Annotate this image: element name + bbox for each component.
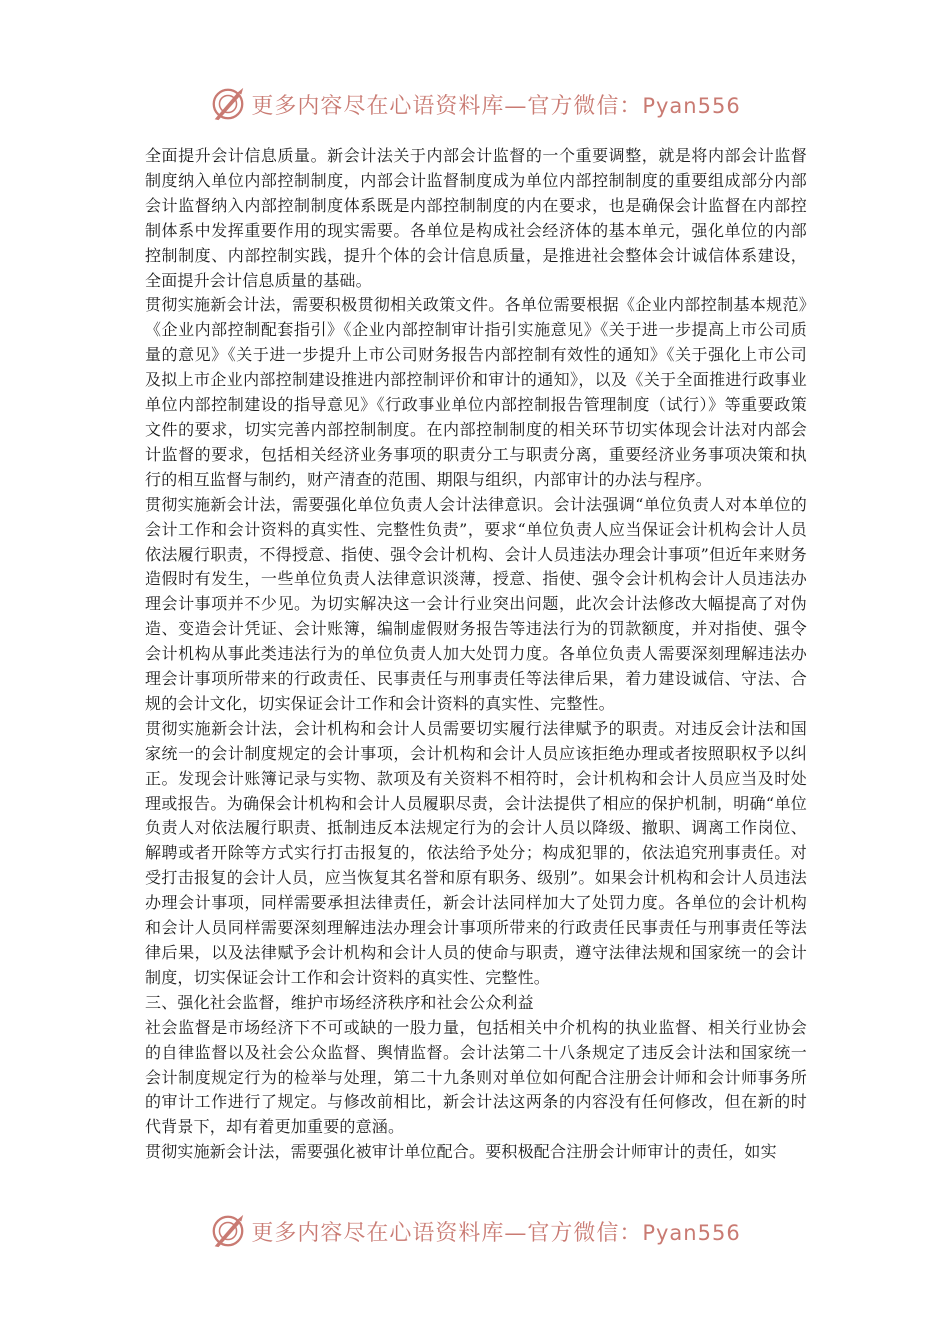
footer-banner-text: 更多内容尽在心语资料库—官方微信：Pyan556 (251, 1220, 741, 1246)
document-body (145, 144, 807, 1194)
header-banner (0, 80, 950, 128)
body-paragraph: 全面提升会计信息质量。新会计法关于内部会计监督的一个重要调整，就是将内部会计监督制度纳入单位内部控制制度，内部会计监督制度成为单位内部控制制度的重要组成部分内部会计监督纳入内部控制制度体系既是内部控制制度的内在要求，也是确保会计监督在内部控制体系中发挥重要作用的现实需要。各单位是构成社会经济体的基本单元，强化单位的内部控制制度、内部控制实践，提升个体的会计信息质量，是推进社会整体会计诚信体系建设，全面提升会计信息质量的基础。 (145, 146, 807, 290)
body-paragraph: 贯彻实施新会计法，需要强化单位负责人会计法律意识。会计法强调“单位负责人对本单位的会计工作和会计资料的真实性、完整性负责”，要求“单位负责人应当保证会计机构会计人员依法履行职责，不得授意、指使、强令会计机构、会计人员违法办理会计事项”但近年来财务造假时有发生，一些单位负责人法律意识淡薄，授意、指使、强令会计机构会计人员违法办理会计事项并不少见。为切实解决这一会计行业突出问题，此次会计法修改大幅提高了对伪造、变造会计凭证、会计账簿，编制虚假财务报告等违法行为的罚款额度，并对指使、强令会计机构从事此类违法行为的单位负责人加大处罚力度。各单位负责人需要深刻理解违法办理会计事项所带来的行政责任、民事责任与刑事责任等法律后果，着力建设诚信、守法、合规的会计文化，切实保证会计工作和会计资料的真实性、完整性。 (145, 494, 807, 713)
header-banner-id: Pyan556 (642, 93, 741, 118)
quill-logo-icon (209, 1212, 247, 1250)
footer-banner-id: Pyan556 (642, 1220, 741, 1245)
body-paragraph: 贯彻实施新会计法，需要强化被审计单位配合。要积极配合注册会计师审计的责任，如实 (145, 1142, 777, 1162)
footer-banner (0, 1207, 950, 1255)
body-paragraph: 贯彻实施新会计法，会计机构和会计人员需要切实履行法律赋予的职责。对违反会计法和国家统一的会计制度规定的会计事项，会计机构和会计人员应该拒绝办理或者按照职权予以纠正。发现会计账簿记录与实物、款项及有关资料不相符时，会计机构和会计人员应当及时处理或报告。为确保会计机构和会计人员履职尽责，会计法提供了相应的保护机制，明确“单位负责人对依法履行职责、抵制违反本法规定行为的会计人员以降级、撤职、调离工作岗位、解聘或者开除等方式实行打击报复的，依法给予处分；构成犯罪的，依法追究刑事责任。对受打击报复的会计人员，应当恢复其名誉和原有职务、级别”。如果会计机构和会计人员违法办理会计事项，同样需要承担法律责任，新会计法同样加大了处罚力度。各单位的会计机构和会计人员同样需要深刻理解违法办理会计事项所带来的行政责任民事责任与刑事责任等法律后果，以及法律赋予会计机构和会计人员的使命与职责，遵守法律法规和国家统一的会计制度，切实保证会计工作和会计资料的真实性、完整性。 (145, 718, 807, 987)
section-heading: 三、强化社会监督，维护市场经济秩序和社会公众利益 (145, 992, 534, 1012)
header-banner-text: 更多内容尽在心语资料库—官方微信：Pyan556 (251, 93, 741, 119)
quill-logo-icon (209, 85, 247, 123)
body-paragraph: 社会监督是市场经济下不可或缺的一股力量，包括相关中介机构的执业监督、相关行业协会的自律监督以及社会公众监督、舆情监督。会计法第二十八条规定了违反会计法和国家统一会计制度规定行为的检举与处理，第二十九条则对单位如何配合注册会计师和会计师事务所的审计工作进行了规定。与修改前相比，新会计法这两条的内容没有任何修改，但在新的时代背景下，却有着更加重要的意涵。 (145, 1017, 807, 1137)
body-paragraph: 贯彻实施新会计法，需要积极贯彻相关政策文件。各单位需要根据《企业内部控制基本规范》《企业内部控制配套指引》《企业内部控制审计指引实施意见》《关于进一步提高上市公司质量的意见》《关于进一步提升上市公司财务报告内部控制有效性的通知》《关于强化上市公司及拟上市企业内部控制建设推进内部控制评价和审计的通知》，以及《关于全面推进行政事业单位内部控制建设的指导意见》《行政事业单位内部控制报告管理制度（试行）》等重要政策文件的要求，切实完善内部控制制度。在内部控制制度的相关环节切实体现会计法对内部会计监督的要求，包括相关经济业务事项的职责分工与职责分离，重要经济业务事项决策和执行的相互监督与制约，财产清查的范围、期限与组织，内部审计的办法与程序。 (145, 295, 807, 489)
